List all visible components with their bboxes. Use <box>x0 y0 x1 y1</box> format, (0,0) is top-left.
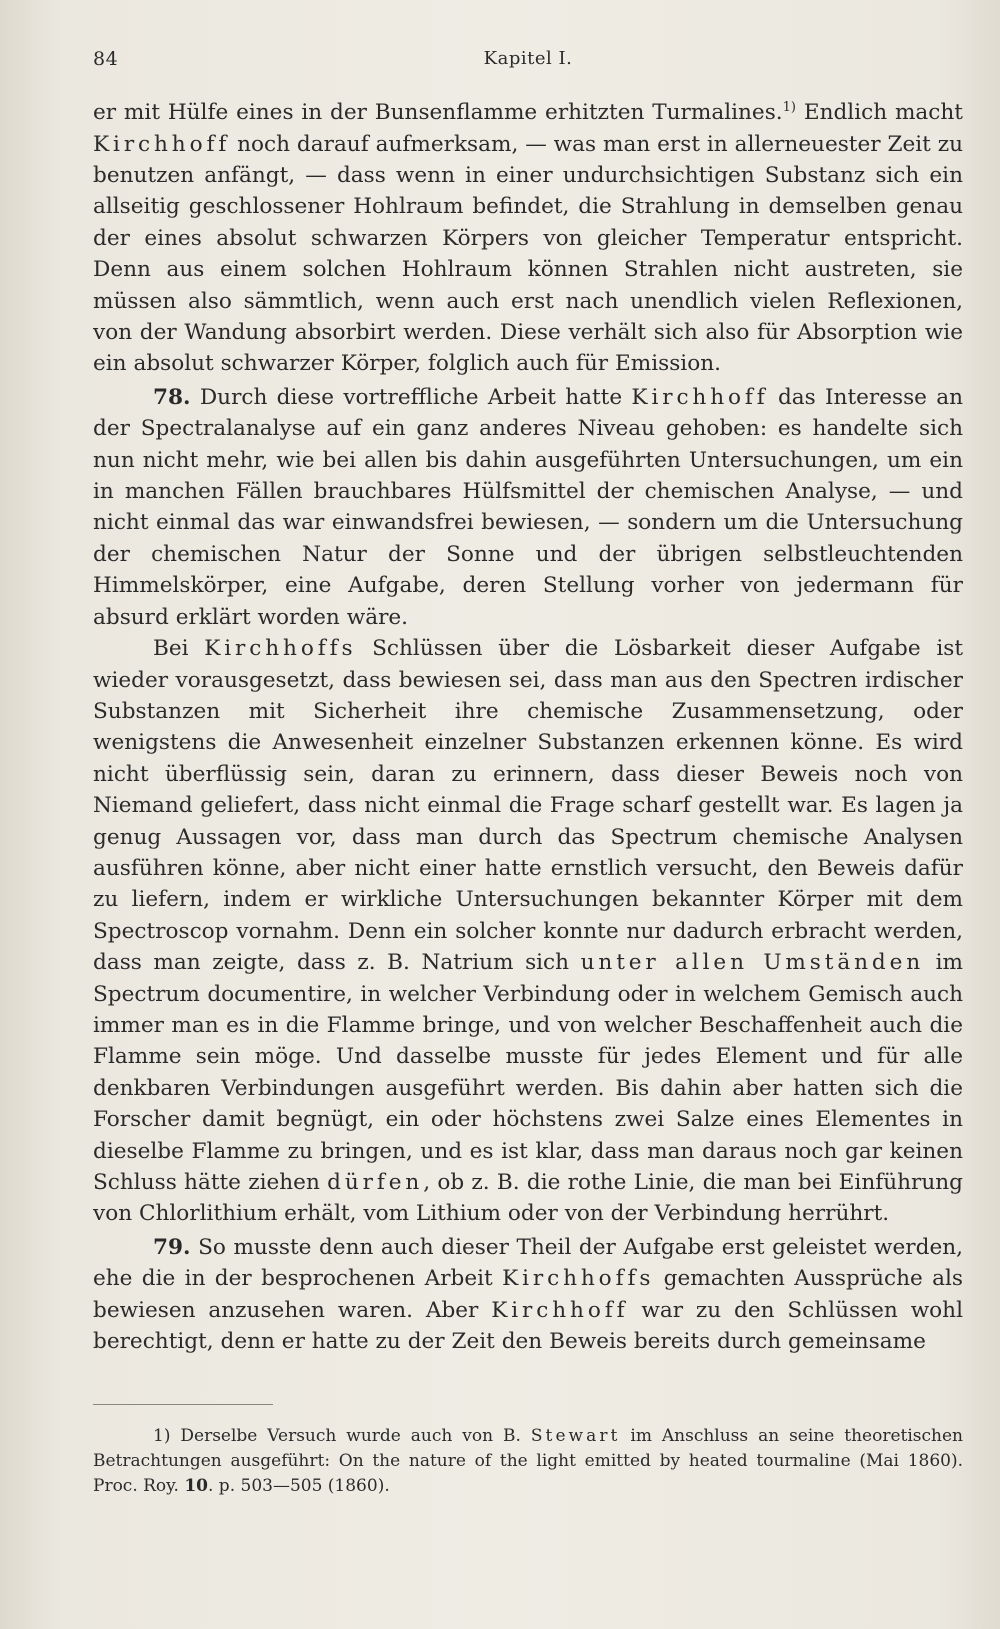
text-run: im Spectrum documentire, in welcher Verbindung oder in welchem Gemisch auch immer man es in die Flamme bringe, und von welcher Beschaffenheit auch die Flamme sein möge. Und dasselbe musste für jedes Element und für alle denkbaren Verbindungen ausgeführt werden. Bis dahin aber hatten sich die Forscher damit begnügt, ein oder höchstens zwei Salze eines Elementes in dieselbe Flamme zu bringen, und es ist klar, dass man daraus noch gar keinen Schluss hätte ziehen <box>93 950 963 1195</box>
section-78-paragraph <box>93 382 963 633</box>
emphasis-text: dürfen <box>327 1170 424 1195</box>
page-header <box>93 48 963 76</box>
emphasis-text: unter allen Umständen <box>580 950 925 976</box>
text-run: Durch diese vortreffliche Arbeit hatte <box>190 384 632 410</box>
section-number: 79. <box>153 1234 191 1260</box>
text-run: , ob z. B. die rothe Linie, die man bei Einführung von Chlorlithium erhält, vom Lithium oder von der Verbindung herrührt. <box>93 1170 963 1227</box>
person-name: Kirchhoffs <box>204 636 357 662</box>
person-name: Kirchhoff <box>491 1297 629 1323</box>
paragraph-continuation <box>93 92 963 380</box>
text-run: er mit Hülfe eines in der Bunsenflamme erhitzten Turmalines. <box>93 100 783 126</box>
text-run: . p. 503—505 (1860). <box>208 1476 390 1496</box>
text-run: Schlüssen über die Lösbarkeit dieser Aufgabe ist wieder vorausgesetzt, dass bewiesen sei, dass man aus den Spectren irdischer Substanzen mit Sicherheit ihre chemische Zusammensetzung, oder wenigstens die Anwesenheit einzelner Substanzen erkennen könne. Es wird nicht überflüssig sein, daran zu erinnern, dass dieser Beweis noch von Niemand geliefert, dass nicht einmal die Frage scharf gestellt war. Es lagen ja genug Aussagen vor, dass man durch das Spectrum chemische Analysen ausführen könne, aber nicht einer hatte ernstlich versucht, den Beweis dafür zu liefern, indem er wirkliche Untersuchungen bekannter Körper mit dem Spectroscop vornahm. Denn ein solcher konnte nur dadurch erbracht werden, dass man zeigte, dass z. B. Natrium sich <box>93 636 963 976</box>
person-name: Kirchhoffs <box>502 1266 655 1292</box>
volume-number: 10 <box>184 1476 208 1496</box>
person-name: Kirchhoff <box>93 131 231 157</box>
footnote-text <box>93 1424 963 1499</box>
section-number: 78. <box>153 384 191 410</box>
footnote-divider <box>93 1404 273 1405</box>
footnote-reference: 1) <box>782 100 796 115</box>
text-run: Bei <box>153 636 205 662</box>
text-run: So musste denn auch dieser Theil der Aufgabe erst geleistet werden, ehe die in der besprochenen Arbeit <box>93 1234 963 1292</box>
text-run: Derselbe Versuch wurde auch von B. <box>170 1426 531 1446</box>
text-run: noch darauf aufmerksam, — was man erst in allerneuester Zeit zu benutzen anfängt, — dass wenn in einer undurchsichtigen Substanz sich ein allseitig geschlossener Hohlraum befindet, die Strahlung in demselben genau der eines absolut schwarzen Körpers von gleicher Temperatur entspricht. Denn aus einem solchen Hohlraum können Strahlen nicht austreten, sie müssen also sämmtlich, wenn auch erst nach unendlich vielen Reflexionen, von der Wandung absorbirt werden. Diese verhält sich also für Absorption wie ein absolut schwarzer Körper, folglich auch für Emission. <box>93 131 963 377</box>
text-run: das Interesse an der Spectralanalyse auf ein ganz anderes Niveau gehoben: es handelte sich nun nicht mehr, wie bei allen bis dahin ausgeführten Untersuchungen, um ein in manchen Fällen brauchbares Hülfsmittel der chemischen Analyse, — und nicht einmal das war einwandsfrei bewiesen, — sondern um die Untersuchung der chemischen Natur der Sonne und der übrigen selbstleuchtenden Himmelskörper, eine Aufgabe, deren Stellung vorher von jedermann für absurd erklärt worden wäre. <box>93 384 964 630</box>
body-text <box>93 92 963 1357</box>
running-head: Kapitel I. <box>483 48 573 69</box>
footnote-marker: 1) <box>153 1426 171 1446</box>
footnote <box>93 1424 963 1499</box>
paragraph <box>93 633 963 1230</box>
section-79-paragraph <box>93 1232 963 1358</box>
text-run: war zu den Schlüssen wohl berechtigt, denn er hatte zu der Zeit den Beweis bereits durch gemeinsame <box>93 1297 963 1355</box>
text-run: Endlich macht <box>795 100 963 126</box>
text-run: gemachten Aussprüche als bewiesen anzusehen waren. Aber <box>93 1266 963 1323</box>
person-name: Kirchhoff <box>631 384 769 410</box>
page-number: 84 <box>93 48 119 70</box>
person-name: Stewart <box>530 1426 621 1446</box>
text-run: im Anschluss an seine theoretischen Betrachtungen ausgeführt: On the nature of the light emitted by heated tourmaline (Mai 1860). Proc. Roy. <box>93 1426 963 1496</box>
